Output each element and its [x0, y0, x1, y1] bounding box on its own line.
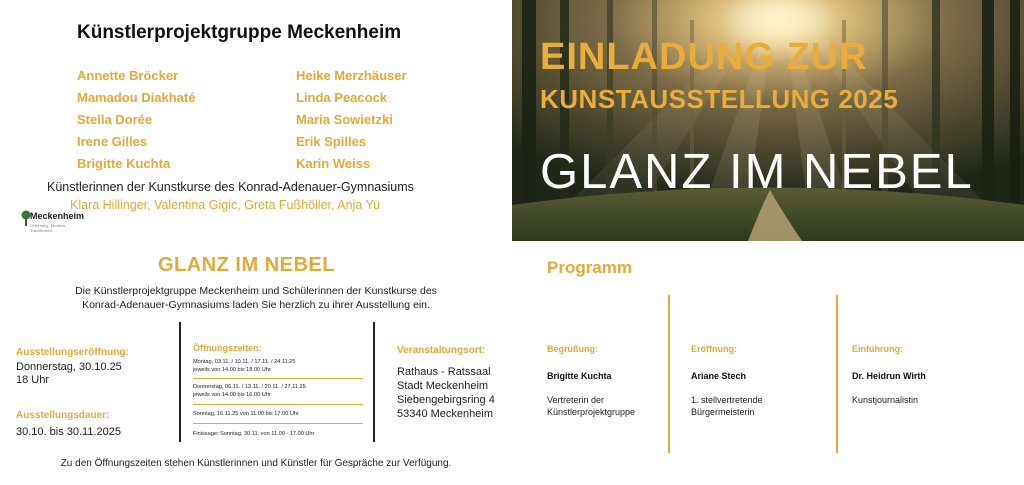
group-title: Künstlerprojektgruppe Meckenheim — [77, 22, 402, 43]
meckenheim-logo — [20, 209, 90, 233]
students-heading: Künstlerinnen der Kunstkurse des Konrad-Adenauer-Gymnasiums — [47, 180, 414, 194]
hours-row — [193, 358, 361, 374]
program-item-desc: 1. stellvertretende — [691, 395, 763, 405]
program-item-desc: Vertreterin der — [547, 395, 605, 405]
hours-row — [193, 383, 361, 399]
program-divider — [668, 295, 670, 453]
footer-note: Zu den Öffnungszeiten stehen Künstlerinnen und Künstler für Gespräche zur Verfügung. — [60, 458, 452, 469]
hours-row — [193, 430, 361, 438]
hero-exhibition-title: GLANZ IM NEBEL — [540, 145, 974, 199]
hours-row-days: Donnerstag, 06.11. / 13.11. / 20.11. / 27.11.25 — [193, 384, 306, 390]
program-item-label: Einführung: — [852, 344, 903, 354]
artist-name: Linda Peacock — [296, 90, 388, 105]
exhibition-title: GLANZ IM NEBEL — [158, 254, 335, 276]
program-item-name: Brigitte Kuchta — [547, 371, 612, 381]
artist-name: Maria Sowietzki — [296, 112, 393, 127]
venue-line: 53340 Meckenheim — [397, 408, 494, 420]
artist-name: Brigitte Kuchta — [77, 156, 171, 171]
hours-row-days: Montag, 03.11. / 10.11. / 17.11. / 24.11.25 — [193, 359, 296, 365]
venue-line: Rathaus - Ratssaal — [397, 366, 491, 378]
duration-value: 30.10. bis 30.11.2025 — [16, 426, 121, 438]
venue-line: Siebengebirgsring 4 — [397, 394, 495, 406]
hours-row-days: Sonntag, 16.11.25 von 11.00 bis 17.00 Uhr — [193, 411, 299, 417]
students-names: Klara Hillinger, Valentina Gigic, Greta Fußhöller, Anja Yu — [70, 198, 381, 212]
program-item-name: Ariane Stech — [691, 371, 747, 381]
artist-name: Annette Bröcker — [77, 68, 179, 83]
hero-exhibition-line: KUNSTAUSSTELLUNG 2025 — [540, 84, 899, 114]
program-item-name: Dr. Heidrun Wirth — [852, 371, 926, 381]
intro-text-line: Konrad-Adenauer-Gymnasiums laden Sie herzlich zu ihrer Ausstellung ein. — [82, 299, 430, 311]
artist-name: Karin Weiss — [296, 156, 371, 171]
hours-row-days: Finissage: Sonntag, 30.11. von 11.00 - 17.00 Uhr — [193, 431, 315, 437]
opening-time: 18 Uhr — [16, 374, 50, 386]
hours-divider — [193, 404, 363, 405]
program-item-label: Eröffnung: — [691, 344, 737, 354]
hero-invitation-line: EINLADUNG ZUR — [540, 36, 868, 78]
opening-label: Ausstellungseröffnung: — [16, 347, 129, 358]
program-item-desc: Bürgermeisterin — [691, 407, 755, 417]
artist-name: Erik Spilles — [296, 134, 367, 149]
duration-label: Ausstellungsdauer: — [16, 410, 110, 421]
hours-row-times: jeweils von 14.00 bis 18.00 Uhr — [193, 367, 271, 373]
intro-text-line: Die Künstlerprojektgruppe Meckenheim und Schülerinnen der Kunstkurse des — [75, 285, 437, 297]
program-item-desc: Kunstjournalistin — [852, 395, 919, 405]
opening-date: Donnerstag, 30.10.25 — [16, 361, 122, 373]
hours-label: Öffnungszeiten: — [193, 343, 262, 353]
program-divider — [836, 295, 838, 453]
program-item-label: Begrüßung: — [547, 344, 598, 354]
hours-divider — [193, 378, 363, 379]
artist-name: Mamadou Diakhaté — [77, 90, 196, 105]
divider — [179, 322, 181, 442]
venue-line: Stadt Meckenheim — [397, 380, 489, 392]
artist-name: Heike Merzhäuser — [296, 68, 407, 83]
artist-name: Irene Gilles — [77, 134, 148, 149]
hours-divider — [193, 423, 363, 424]
artist-name: Stella Dorée — [77, 112, 153, 127]
divider — [373, 322, 375, 442]
hours-row — [193, 410, 361, 418]
logo-tagline: Lebendig. Modern. Traditionell. — [30, 223, 67, 233]
logo-wordmark: Meckenheim — [30, 211, 85, 221]
venue-label: Veranstaltungsort: — [397, 345, 486, 356]
program-title: Programm — [547, 258, 633, 277]
program-item-desc: Künstlerprojektgruppe — [547, 407, 636, 417]
hours-row-times: jeweils von 14.00 bis 16.00 Uhr — [193, 392, 271, 398]
